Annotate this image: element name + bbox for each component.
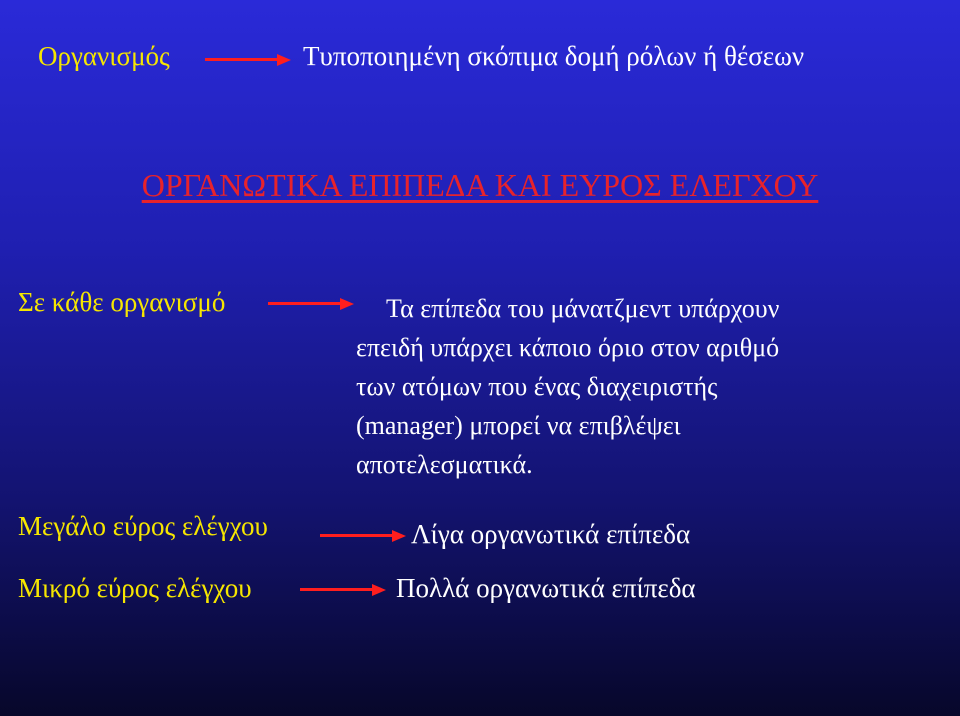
section-heading: ΟΡΓΑΝΩΤΙΚΑ ΕΠΙΠΕΔΑ ΚΑΙ ΕΥΡΟΣ ΕΛΕΓΧΟΥ: [141, 167, 819, 203]
term-organization: Οργανισμός: [38, 41, 170, 71]
paragraph-line: (manager) μπορεί να επιβλέψει: [356, 411, 681, 440]
arrow-right-icon: [300, 584, 386, 596]
result-few-levels: Λίγα οργανωτικά επίπεδα: [411, 519, 691, 549]
paragraph-line: Τα επίπεδα του μάνατζμεντ υπάρχουν: [386, 294, 780, 323]
paragraph-line: αποτελεσματικά.: [356, 450, 533, 479]
term-narrow-span: Μικρό εύρος ελέγχου: [18, 573, 252, 603]
arrow-right-icon: [268, 298, 354, 310]
term-wide-span: Μεγάλο εύρος ελέγχου: [18, 511, 268, 541]
paragraph-line: επειδή υπάρχει κάποιο όριο στον αριθμό: [356, 333, 780, 362]
definition-organization: Τυποποιημένη σκόπιμα δομή ρόλων ή θέσεων: [303, 41, 805, 71]
result-many-levels: Πολλά οργανωτικά επίπεδα: [396, 573, 696, 603]
arrow-right-icon: [320, 530, 406, 542]
paragraph-line: των ατόμων που ένας διαχειριστής: [356, 372, 718, 401]
management-levels-paragraph: [356, 289, 916, 484]
term-every-organization: Σε κάθε οργανισμό: [18, 287, 226, 317]
arrow-right-icon: [205, 54, 291, 66]
